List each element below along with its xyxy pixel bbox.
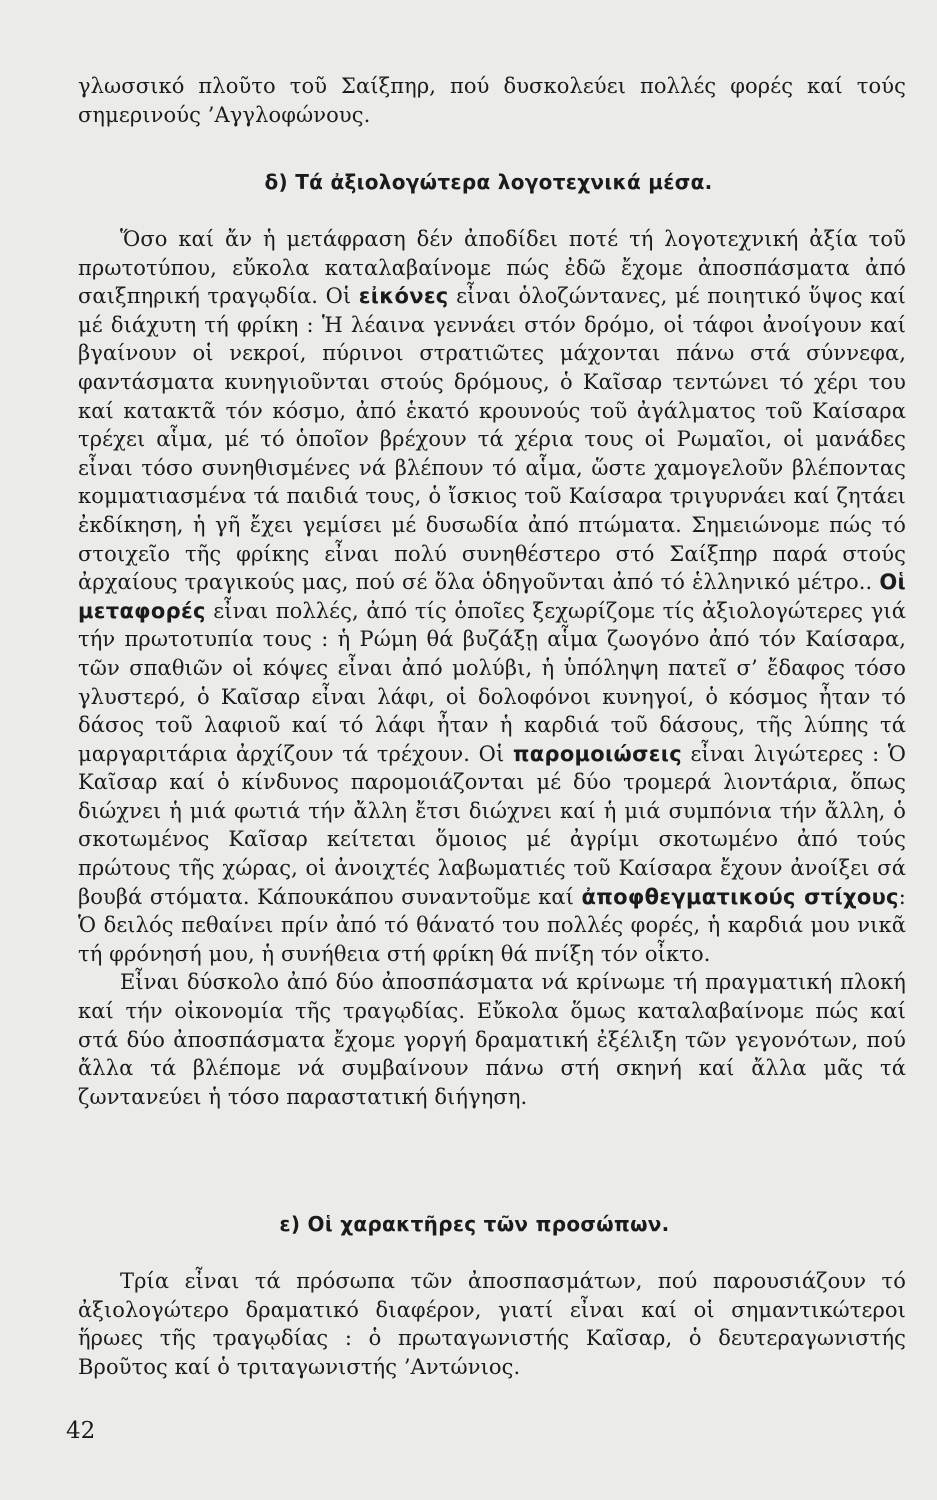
opening-paragraph <box>78 72 906 129</box>
bold-term-eikones: εἰκόνες <box>358 284 449 309</box>
section-d-body <box>78 225 906 1111</box>
opening-text: γλωσσικό πλοῦτο τοῦ Σαίξπηρ, πού δυσκολεύει πολλές φορές καί τούς σημερινούς ’Αγγλοφώνους. <box>78 74 906 127</box>
page-number: 42 <box>66 1418 96 1444</box>
section-e-paragraph: Τρία εἶναι τά πρόσωπα τῶν ἀποσπασμάτων, πού παρουσιάζουν τό ἀξιολογώτερο δραματικό διαφέρον, γιατί εἶναι καί οἱ σημαντικώτεροι ἥρωες τῆς τραγῳδίας : ὁ πρωταγωνιστής Καῖσαρ, ὁ δευτεραγωνιστής Βροῦτος καί ὁ τριταγωνιστής ’Αντώνιος. <box>78 1269 906 1379</box>
section-d-heading: δ) Τά ἀξιολογώτερα λογοτεχνικά μέσα. <box>264 170 713 194</box>
text-run: εἶναι ὁλοζώντανες, μέ ποιητικό ὕψος καί μέ διάχυτη τή φρίκη : Ἡ λέαινα γεννάει στόν δρόμο, οἱ τάφοι ἀνοίγουν καί βγαίνουν οἱ νεκροί, πύρινοι στρατιῶτες μάχονται πάνω στά σύννεφα, φαντάσματα κυνηγιοῦνται στούς δρόμους, ὁ Καῖσαρ τεντώνει τό χέρι του καί κατακτᾶ τόν κόσμο, ἀπό ἑκατό κρουνούς τοῦ ἀγάλματος τοῦ Καίσαρα τρέχει αἷμα, μέ τό ὁποῖον βρέχουν τά χέρια τους οἱ Ρωμαῖοι, οἱ μανάδες εἶναι τόσο συνηθισμένες νά βλέπουν τό αἷμα, ὥστε χαμογελοῦν βλέποντας κομματιασμένα τά παιδιά τους, ὁ ἴσκιος τοῦ Καίσαρα τριγυρνάει καί ζητάει ἐκδίκηση, ἡ γῆ ἔχει γεμίσει μέ δυσωδία ἀπό πτώματα. Σημειώνομε πώς τό στοιχεῖο τῆς φρίκης εἶναι πολύ συνηθέστερο στό Σαίξπηρ παρά στούς ἀρχαίους τραγικούς μας, πού σέ ὅλα ὁδηγοῦνται ἀπό τό ἑλληνικό μέτρο.. <box>78 284 906 595</box>
section-e-body <box>78 1267 906 1381</box>
text-run: εἶναι λιγώτερες : Ὁ Καῖσαρ καί ὁ κίνδυνος παρομοιάζονται μέ δύο τρομερά λιοντάρια, ὅπως διώχνει ἡ μιά φωτιά τήν ἄλλη ἔτσι διώχνει καί ἡ μιά συμπόνια τήν ἄλλη, ὁ σκοτωμένος Καῖσαρ κείτεται ὅμοιος μέ ἀγρίμι σκοτωμένο ἀπό τούς πρώτους τῆς χώρας, οἱ ἀνοιχτές λαβωματιές τοῦ Καίσαρα ἔχουν ἀνοίξει σά βουβά στόματα. Κάπουκάπου συναντοῦμε καί <box>78 741 906 909</box>
text-run: : Ὁ δειλός πεθαίνει πρίν ἀπό τό θάνατό του πολλές φορές, ἡ καρδιά μου νικᾶ τή φρόνησή μου, ἡ συνήθεια στή φρίκη θά πνίξη τόν οἶκτο. <box>78 884 906 966</box>
section-d-paragraph-1 <box>78 225 906 968</box>
bold-term-paromoioseis: παρομοιώσεις <box>512 741 682 766</box>
section-d-paragraph-2: Εἶναι δύσκολο ἀπό δύο ἀποσπάσματα νά κρίνωμε τή πραγματική πλοκή καί τήν οἰκονομία τῆς τραγῳδίας. Εὔκολα ὅμως καταλαβαίνομε πώς καί στά δύο ἀποσπάσματα ἔχομε γοργή δραματική ἐξέλιξη τῶν γεγονότων, πού ἄλλα τά βλέπομε νά συμβαίνουν πάνω στή σκηνή καί ἄλλα μᾶς τά ζωντανεύει ἡ τόσο παραστατική διήγηση. <box>78 970 906 1109</box>
text-run: Ὅσο καί ἄν ἡ μετάφραση δέν ἀποδίδει ποτέ τή λογοτεχνική ἀξία τοῦ πρωτοτύπου, εὔκολα καταλαβαίνομε πώς ἐδῶ ἔχομε ἀποσπάσματα ἀπό σαιξπηρική τραγῳδία. Οἱ <box>78 227 906 309</box>
text-run: εἶναι πολλές, ἀπό τίς ὁποῖες ξεχωρίζομε τίς ἀξιολογώτερες γιά τήν πρωτοτυπία τους : ἡ Ρώμη θά βυζάξῃ αἷμα ζωογόνο ἀπό τόν Καίσαρα, τῶν σπαθιῶν οἱ κόψες εἶναι ἀπό μολύβι, ἡ ὑπόληψη πατεῖ σ’ ἔδαφος τόσο γλυστερό, ὁ Καῖσαρ εἶναι λάφι, οἱ δολοφόνοι κυνηγοί, ὁ κόσμος ἦταν τό δάσος τοῦ λαφιοῦ καί τό λάφι ἦταν ἡ καρδιά τοῦ δάσους, τῆς λύπης τά μαργαριτάρια ἀρχίζουν τά τρέχουν. Οἱ <box>78 598 906 766</box>
bold-term-metafores: Οἱ μεταφορές <box>78 570 906 623</box>
section-e-heading: ε) Οἱ χαρακτῆρες τῶν προσώπων. <box>279 1212 670 1236</box>
bold-term-apofthegmatikous: ἀποφθεγματικούς στίχους <box>581 884 899 909</box>
